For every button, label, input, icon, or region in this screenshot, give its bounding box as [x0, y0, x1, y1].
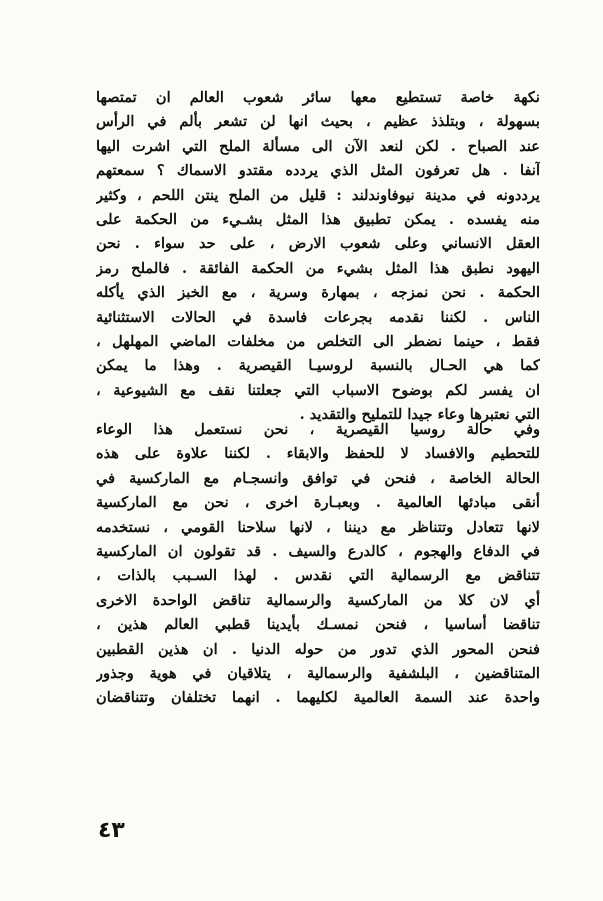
text-line: العقل الانساني وعلى شعوب الارض ، على حد سواء . نحن [96, 235, 540, 253]
text-line: كما هي الحـال بالنسبة لروسيـا القيصرية . وهذا ما يمكن [96, 357, 540, 375]
text-line: يرددونه في مدينة نيوفاوندلند : قليل من الملح ينتن اللحم ، وكثير [96, 186, 540, 204]
text-line: أي لان كلا من الماركسية والرسمالية تناقض الواحدة الاخرى [96, 591, 540, 609]
text-line: في الدفاع والهجوم ، كالدرع والسيف . قد تقولون ان الماركسية [96, 542, 540, 560]
text-line: فنحن المحور الذي تدور من حوله الدنيا . ان هذين القطبين [96, 640, 540, 658]
paragraph-2 [96, 418, 540, 711]
text-line: منه يفسده . يمكن تطبيق هذا المثل بشـيء من الحكمة على [96, 210, 540, 228]
text-line: عند الصباح . لكن لنعد الآن الى مسألة الملح التي اشرت اليها [96, 137, 540, 155]
text-line: تناقضا أساسيا ، فنحن نمسـك بأيدينا قطبي العالم هذين ، [96, 616, 540, 634]
text-line: الحالة الخاصة ، فنحن في توافق وانسجـام مع الماركسية في [96, 469, 540, 487]
text-line: اليهود نطبق هذا المثل بشيء من الحكمة الفائقة . فالملح رمز [96, 259, 540, 277]
text-line: التي نعتبرها وعاء جيدا للتمليح والتقديد . [299, 406, 540, 424]
text-line: للتحطيم والافساد لا للحفظ والابقاء . لكننا علاوة على هذه [96, 445, 540, 463]
text-line: الحكمة . نحن نمزجه ، بمهارة وسرية ، مع الخبز الذي يأكله [96, 284, 540, 302]
text-line: نكهة خاصة تستطيع معها سائر شعوب العالم ان تمتصها [96, 89, 540, 106]
page-number: ٤٣ [98, 818, 125, 843]
text-line: واحدة عند السمة العالمية لكليهما . انهما تختلفان وتتناقضان [96, 689, 540, 707]
paragraph-1 [96, 86, 540, 427]
text-line: الناس . لكننا نقدمه بجرعات فاسدة في الحالات الاستثنائية [96, 308, 540, 326]
text-line: فقط ، حينما نضطر الى التخلص من مخلفات الماضي المهلهل ، [96, 332, 540, 350]
text-line: تتناقض مع الرسمالية التي نقدس . لهذا السـبب بالذات ، [96, 567, 540, 585]
text-line: المتناقضين ، البلشفية والرسمالية ، يتلاقيان في هوية وجذور [96, 664, 540, 682]
text-line: وفي حالة روسيا القيصرية ، نحن نستعمل هذا الوعاء [96, 421, 540, 438]
text-line: بسهولة ، وبتلذذ عظيم ، بحيث انها لن تشعر بألم في الرأس [96, 113, 540, 131]
text-line: أنقى مبادئها العالمية . وبعبـارة اخرى ، نحن مع الماركسية [96, 494, 540, 512]
text-line: آنفا . هل تعرفون المثل الذي يردده مقتدو الاسماك ؟ سمعتهم [96, 162, 540, 180]
text-line: ان يفسر لكم بوضوح الاسباب التي جعلتنا نقف مع الشيوعية ، [96, 381, 540, 399]
text-line: لانها تتعادل وتتناظر مع ديننا ، لانها سلاحنا القومي ، نستخدمه [96, 518, 540, 536]
